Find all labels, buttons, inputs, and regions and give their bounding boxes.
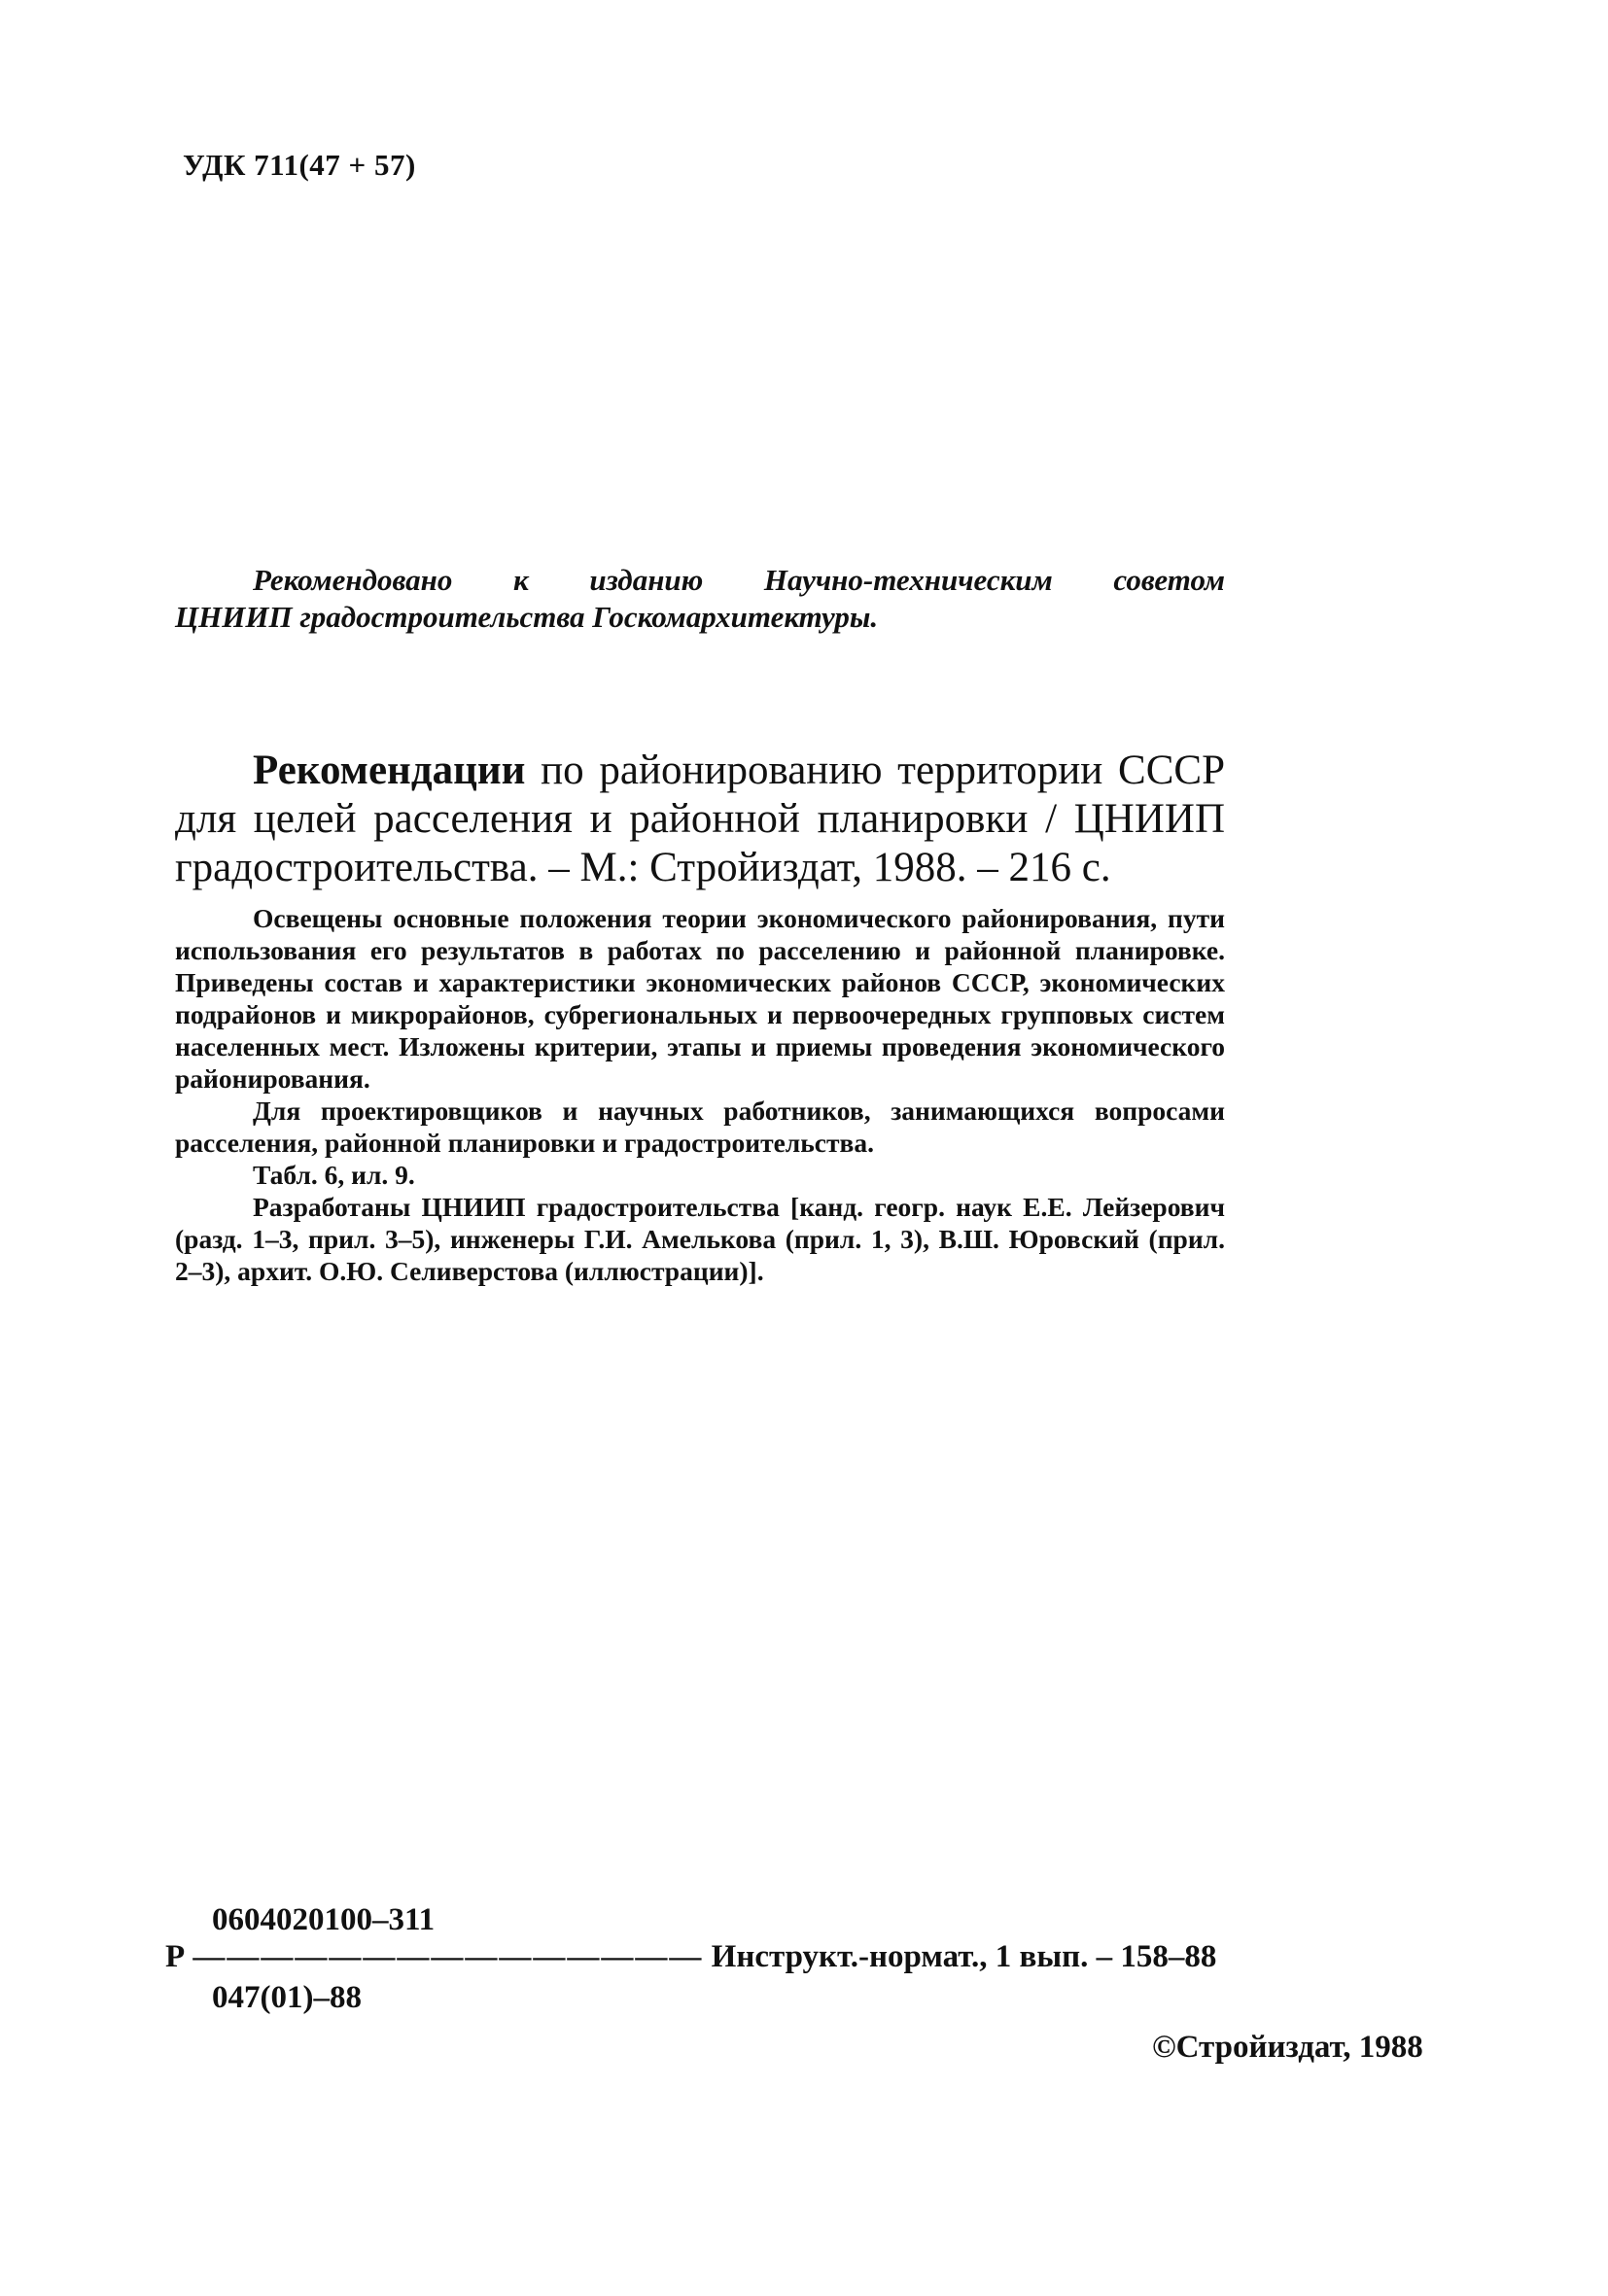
annotation-paragraph-1: Освещены основные положения теории экономического районирования, пути использования его результатов в работах по расселению и районной планировке. Приведены состав и характеристики экономических районов СССР, экономических подрайонов и микрорайонов, субрегиональных и первоочередных групповых систем населенных мест. Изложены критерии, этапы и приемы проведения экономического районирования. (175, 903, 1225, 1094)
recommendation-line-2: ЦНИИП градостроительства Госкомархитектуры. (175, 600, 879, 634)
annotation-paragraph-3: Табл. 6, ил. 9. (253, 1160, 415, 1190)
code-series: Инструкт.-нормат., 1 вып. – 158–88 (703, 1939, 1217, 1974)
code-denominator: 047(01)–88 (212, 1980, 362, 2015)
annotation (175, 902, 1225, 1287)
recommendation-note (175, 562, 1225, 636)
book-title-word: Рекомендации (253, 748, 526, 793)
code-line (165, 1937, 1216, 1976)
code-numerator: 0604020100–311 (212, 1902, 436, 1937)
annotation-paragraph-2: Для проектировщиков и научных работников, занимающихся вопросами расселения, районной планировки и градостроительства. (175, 1096, 1225, 1158)
bibliographic-text: по районированию территории СССР для целей расселения и районной планировки / ЦНИИП градостроительства. – М.: Стройиздат, 1988. – 216 с. (175, 748, 1225, 890)
copyright-notice: ©Стройиздат, 1988 (1152, 2030, 1423, 2065)
code-letter: Р (165, 1939, 186, 1974)
recommendation-line-1: Рекомендовано к изданию Научно-техническим советом (253, 563, 1225, 597)
udk-code: УДК 711(47 + 57) (183, 148, 416, 182)
code-dashes: ——————————————— (192, 1939, 704, 1974)
bibliographic-description (175, 747, 1225, 892)
annotation-paragraph-4: Разработаны ЦНИИП градостроительства [канд. геогр. наук Е.Е. Лейзерович (разд. 1–3, прил. 3–5), инженеры Г.И. Амелькова (прил. 1, 3), В.Ш. Юровский (прил. 2–3), архит. О.Ю. Селиверстова (иллюстрации)]. (175, 1192, 1225, 1286)
